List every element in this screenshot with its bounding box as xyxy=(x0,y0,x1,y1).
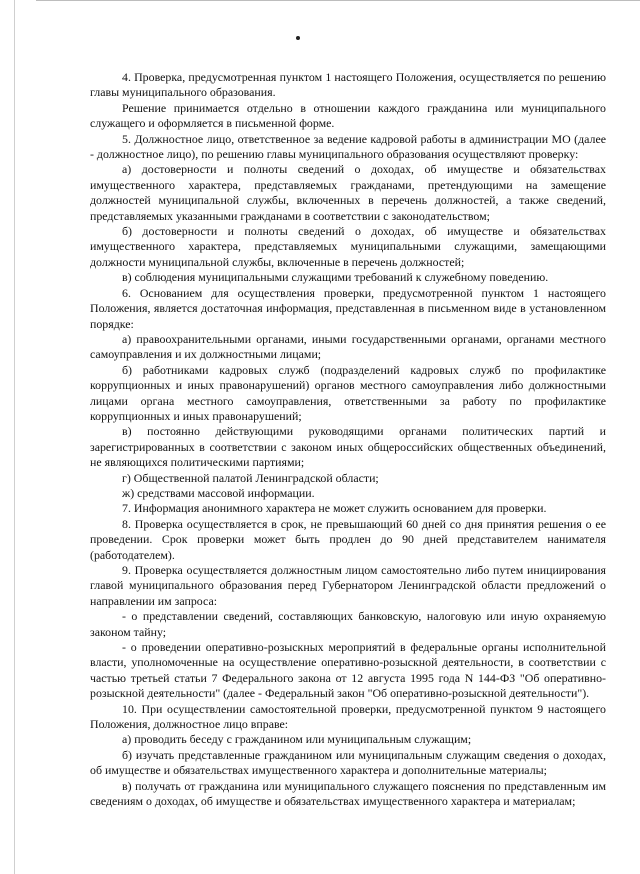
paragraph: а) правоохранительными органами, иными государственными органами, органами местного самоуправления и их должностными лицами; xyxy=(90,331,606,362)
scan-edge-top xyxy=(36,0,640,1)
paragraph: Решение принимается отдельно в отношении каждого гражданина или муниципального служащего и оформляется в письменной форме. xyxy=(90,100,606,131)
paragraph: 7. Информация анонимного характера не может служить основанием для проверки. xyxy=(122,501,547,516)
paragraph: 5. Должностное лицо, ответственное за ведение кадровой работы в администрации МО (далее - должностное лицо), по решению главы муниципального образования осуществляют проверку: xyxy=(90,131,606,162)
paragraph: 8. Проверка осуществляется в срок, не превышающий 60 дней со дня принятия решения о ее проведении. Срок проверки может быть продлен до 90 дней представителем нанимателя (работодателем). xyxy=(90,516,606,562)
paragraph: - о проведении оперативно-розыскных мероприятий в федеральные органы исполнительной власти, уполномоченные на осуществление оперативно-розыскной деятельности, в соответствии с частью третьей статьи 7 Федерального закона от 12 августа 1995 года N 144-ФЗ "Об оперативно-розыскной деятельности" (далее - Федеральный закон "Об оперативно-розыскной деятельности"). xyxy=(90,640,606,701)
paragraph: б) изучать представленные гражданином или муниципальным служащим сведения о доходах, об имуществе и обязательствах имущественного характера и дополнительные материалы; xyxy=(90,747,606,778)
page-mark-dot xyxy=(296,36,300,40)
paragraph: - о представлении сведений, составляющих банковскую, налоговую или иную охраняемую законом тайну; xyxy=(90,609,606,639)
scan-edge-left xyxy=(14,0,15,874)
paragraph: 6. Основанием для осуществления проверки, предусмотренной пунктом 1 настоящего Положения, является достаточная информация, представленная в письменном виде в установленном порядке: xyxy=(90,285,606,331)
paragraph: в) получать от гражданина или муниципального служащего пояснения по представленным им сведениям о доходах, об имуществе и обязательствах имущественного характера и материалам; xyxy=(90,778,606,809)
paragraph: б) достоверности и полноты сведений о доходах, об имуществе и обязательствах имущественного характера, представляемых муниципальными служащими, замещающими должности муниципальной службы, включенные в перечень должностей; xyxy=(90,224,606,269)
paragraph: 4. Проверка, предусмотренная пунктом 1 настоящего Положения, осуществляется по решению главы муниципального образования. xyxy=(90,70,606,100)
paragraph: г) Общественной палатой Ленинградской области; xyxy=(122,470,379,485)
paragraph: ж) средствами массовой информации. xyxy=(122,485,315,500)
paragraph: 10. При осуществлении самостоятельной проверки, предусмотренной пунктом 9 настоящего Положения, должностное лицо вправе: xyxy=(90,701,606,732)
paragraph: в) постоянно действующими руководящими органами политических партий и зарегистрированных в соответствии с законом иных общероссийских общественных объединений, не являющихся политическими партиями; xyxy=(90,424,606,470)
document-body xyxy=(90,70,606,810)
paragraph: б) работниками кадровых служб (подразделений кадровых служб по профилактике коррупционных и иных правонарушений) органов местного самоуправления либо должностными лицами органа местного самоуправления, ответственными за работу по профилактике коррупционных и иных правонарушений; xyxy=(90,362,606,423)
paragraph: в) соблюдения муниципальными служащими требований к служебному поведению. xyxy=(122,270,549,285)
paragraph: а) проводить беседу с гражданином или муниципальным служащим; xyxy=(122,732,472,747)
paragraph: а) достоверности и полноты сведений о доходах, об имуществе и обязательствах имущественного характера, представляемых гражданами, претендующими на замещение должностей муниципальной службы, включенных в перечень должностей, а также сведений, представляемых указанными гражданами в соответствии с законодательством; xyxy=(90,162,606,223)
paragraph: 9. Проверка осуществляется должностным лицом самостоятельно либо путем инициирования главой муниципального образования перед Губернатором Ленинградской области предложений о направлении им запроса: xyxy=(90,563,606,608)
